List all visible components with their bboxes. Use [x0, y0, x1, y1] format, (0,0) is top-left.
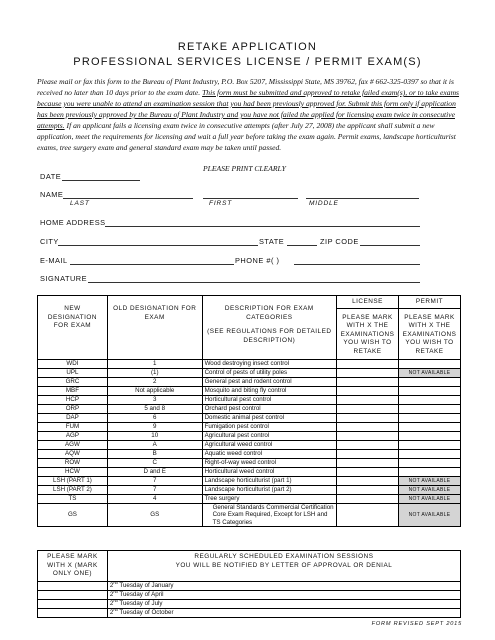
license-checkbox-cell[interactable] [337, 440, 399, 449]
license-checkbox-cell[interactable] [337, 413, 399, 422]
exam-row [38, 395, 461, 404]
print-clearly-note: PLEASE PRINT CLEARLY [203, 164, 286, 173]
session-mark-cell[interactable] [38, 581, 108, 590]
state-line[interactable] [287, 245, 317, 246]
exam-row [38, 449, 461, 458]
signature-line[interactable] [88, 282, 420, 283]
permit-checkbox-cell[interactable] [398, 440, 460, 449]
exam-new-designation: DAP [38, 413, 108, 422]
session-ordinal-suffix: nd [113, 588, 118, 594]
zip-line[interactable] [360, 245, 420, 246]
exam-description: Horticultural weed control [202, 467, 336, 476]
exam-row [38, 359, 461, 368]
permit-checkbox-cell[interactable] [398, 467, 460, 476]
sessions-mark-header: PLEASE MARK WITH X (MARK ONLY ONE) [38, 551, 108, 582]
exam-old-designation: 3 [107, 395, 202, 404]
exam-row [38, 377, 461, 386]
session-text: Tuesday of October [117, 608, 174, 616]
license-checkbox-cell[interactable] [337, 422, 399, 431]
exam-new-designation: TS [38, 494, 108, 503]
instructions-consecutive: If an applicant fails a licensing exam twice in consecutive attempts (after July 27, 2008) the applicant shall submit a new application, meet the requirements for licensing and wait a full year before taking the exam again. Permit exams, landscape horticulturist exams, tree surgery exam and general standard exam may be taken until passed. [37, 121, 456, 152]
exam-new-designation: LSH (PART 2) [38, 485, 108, 494]
city-label: CITY [40, 237, 59, 246]
form-revision: FORM REVISED SEPT 2015 [371, 621, 462, 627]
session-row [38, 608, 461, 617]
license-checkbox-cell[interactable] [337, 494, 399, 503]
exam-old-designation: B [107, 449, 202, 458]
exam-new-designation: FUM [38, 422, 108, 431]
sessions-title-line2: YOU WILL BE NOTIFIED BY LETTER OF APPROVAL OR DENIAL [175, 561, 393, 569]
exam-old-designation: 2 [107, 377, 202, 386]
license-checkbox-cell[interactable] [337, 458, 399, 467]
middle-name-line[interactable] [306, 198, 419, 199]
header-description [202, 296, 336, 360]
zip-label: ZIP CODE [320, 237, 359, 246]
permit-not-available: NOT AVAILABLE [398, 494, 460, 503]
session-ordinal: 2 [109, 581, 114, 589]
sessions-header [38, 551, 461, 582]
session-mark-cell[interactable] [38, 608, 108, 617]
exam-old-designation: 5 and 8 [107, 404, 202, 413]
session-date [107, 599, 460, 608]
header-license-title: LICENSE [352, 298, 383, 305]
exam-description: Horticultural pest control [202, 395, 336, 404]
exam-new-designation: ROW [38, 458, 108, 467]
exam-new-designation: GS [38, 503, 108, 527]
exam-old-designation: 4 [107, 494, 202, 503]
license-checkbox-cell[interactable] [337, 467, 399, 476]
exam-new-designation: AQW [38, 449, 108, 458]
session-text: Tuesday of July [117, 599, 163, 607]
sessions-title-line1: REGULARLY SCHEDULED EXAMINATION SESSIONS [194, 553, 374, 560]
permit-checkbox-cell[interactable] [398, 458, 460, 467]
permit-checkbox-cell[interactable] [398, 431, 460, 440]
session-mark-cell[interactable] [38, 599, 108, 608]
permit-checkbox-cell[interactable] [398, 377, 460, 386]
exam-old-designation: 7 [107, 485, 202, 494]
sessions-title [107, 551, 460, 582]
email-label: E-MAIL [40, 256, 68, 265]
date-label: DATE [40, 172, 62, 181]
instructions-paragraph [37, 76, 462, 153]
exam-old-designation: Not applicable [107, 386, 202, 395]
permit-checkbox-cell[interactable] [398, 413, 460, 422]
exam-old-designation: 7 [107, 476, 202, 485]
session-ordinal: 2 [109, 608, 114, 616]
license-checkbox-cell[interactable] [337, 404, 399, 413]
city-line[interactable] [58, 245, 258, 246]
exam-new-designation: HCW [38, 467, 108, 476]
signature-label: SIGNATURE [40, 274, 88, 283]
permit-checkbox-cell[interactable] [398, 386, 460, 395]
session-text: Tuesday of April [117, 590, 164, 598]
exam-new-designation: AGW [38, 440, 108, 449]
home-address-label: HOME ADDRESS [40, 218, 106, 227]
header-old-designation: OLD DESIGNATION FOR EXAM [107, 296, 202, 360]
exam-description: General pest and rodent control [202, 377, 336, 386]
exam-row [38, 476, 461, 485]
permit-not-available: NOT AVAILABLE [398, 503, 460, 527]
session-ordinal-suffix: nd [113, 597, 118, 603]
permit-not-available: NOT AVAILABLE [398, 476, 460, 485]
permit-checkbox-cell[interactable] [398, 395, 460, 404]
license-checkbox-cell[interactable] [337, 386, 399, 395]
session-date [107, 590, 460, 599]
header-license-instruction: PLEASE MARK WITH X THE EXAMINATIONS YOU WISH TO RETAKE [337, 308, 398, 357]
exam-description: Wood destroying insect control [202, 359, 336, 368]
exam-old-designation: C [107, 458, 202, 467]
exam-new-designation: HCP [38, 395, 108, 404]
permit-checkbox-cell[interactable] [398, 404, 460, 413]
session-row [38, 599, 461, 608]
instructions-underlined: This form must be submitted and approved to retake failed exam(s), or to take exams because you were unable to attend an examination session that you had been previously approved for. Submit this form only if application has been previously approved by the Bureau of Plant Industry and you have not failed the applied for licensing exam twice in consecutive attempts. [37, 88, 460, 130]
exam-new-designation: ORP [38, 404, 108, 413]
exam-row [38, 458, 461, 467]
exam-row [38, 368, 461, 377]
license-checkbox-cell[interactable] [337, 395, 399, 404]
exam-old-designation: D and E [107, 467, 202, 476]
exam-row [38, 431, 461, 440]
exam-description: Right-of-way weed control [202, 458, 336, 467]
license-checkbox-cell[interactable] [337, 359, 399, 368]
first-name-line[interactable] [203, 198, 298, 199]
license-checkbox-cell[interactable] [337, 368, 399, 377]
date-line[interactable] [62, 180, 140, 181]
exam-old-designation: (1) [107, 368, 202, 377]
session-row [38, 581, 461, 590]
exam-description: Orchard pest control [202, 404, 336, 413]
exam-old-designation: 10 [107, 431, 202, 440]
exam-old-designation: 9 [107, 422, 202, 431]
exam-new-designation: LSH (PART 1) [38, 476, 108, 485]
exam-row [38, 485, 461, 494]
license-checkbox-cell[interactable] [337, 503, 399, 527]
permit-not-available: NOT AVAILABLE [398, 485, 460, 494]
header-permit-title: PERMIT [415, 298, 444, 305]
header-description-note: (SEE REGULATIONS FOR DETAILED DESCRIPTION) [207, 328, 332, 344]
permit-checkbox-cell[interactable] [398, 422, 460, 431]
permit-not-available: NOT AVAILABLE [398, 368, 460, 377]
phone-line[interactable] [294, 264, 420, 265]
exam-row [38, 413, 461, 422]
session-ordinal: 2 [109, 599, 114, 607]
last-name-line[interactable] [63, 198, 193, 199]
license-checkbox-cell[interactable] [337, 431, 399, 440]
session-text: Tuesday of January [117, 581, 174, 589]
exam-description: General Standards Commercial Certification Core Exam Required, Except for LSH and TS Categories [202, 503, 336, 527]
exam-row [38, 503, 461, 527]
middle-caption: MIDDLE [309, 200, 339, 207]
exam-old-designation: GS [107, 503, 202, 527]
exam-new-designation: MBF [38, 386, 108, 395]
phone-label: PHONE #( ) [235, 256, 280, 265]
exam-new-designation: GRC [38, 377, 108, 386]
last-caption: LAST [70, 200, 90, 207]
exam-description: Agricultural weed control [202, 440, 336, 449]
header-license [337, 296, 399, 360]
exam-table [37, 295, 461, 527]
sessions-table [37, 550, 461, 618]
session-ordinal-suffix: nd [113, 606, 118, 612]
license-checkbox-cell[interactable] [337, 485, 399, 494]
session-row [38, 590, 461, 599]
header-new-designation: NEW DESIGNATION FOR EXAM [38, 296, 108, 360]
exam-row [38, 440, 461, 449]
header-permit-instruction: PLEASE MARK WITH X THE EXAMINATIONS YOU WISH TO RETAKE [399, 308, 460, 357]
exam-description: Domestic animal pest control [202, 413, 336, 422]
session-date [107, 581, 460, 590]
exam-row [38, 386, 461, 395]
header-description-title: DESCRIPTION FOR EXAM CATEGORIES [224, 305, 314, 321]
home-address-line[interactable] [105, 226, 420, 227]
permit-checkbox-cell[interactable] [398, 359, 460, 368]
exam-row [38, 494, 461, 503]
session-date [107, 608, 460, 617]
exam-description: Tree surgery [202, 494, 336, 503]
exam-row [38, 404, 461, 413]
exam-row [38, 467, 461, 476]
exam-description: Landscape horticulturist (part 2) [202, 485, 336, 494]
email-line[interactable] [70, 264, 234, 265]
exam-description: Mosquito and biting fly control [202, 386, 336, 395]
form-subtitle: PROFESSIONAL SERVICES LICENSE / PERMIT EXAM(S) [73, 56, 422, 68]
name-label: NAME [40, 190, 64, 199]
exam-old-designation: A [107, 440, 202, 449]
exam-old-designation: 1 [107, 359, 202, 368]
license-checkbox-cell[interactable] [337, 476, 399, 485]
exam-description: Aquatic weed control [202, 449, 336, 458]
session-ordinal: 2 [109, 590, 114, 598]
permit-checkbox-cell[interactable] [398, 449, 460, 458]
license-checkbox-cell[interactable] [337, 377, 399, 386]
exam-new-designation: WDI [38, 359, 108, 368]
header-permit [398, 296, 460, 360]
exam-description: Landscape horticulturist (part 1) [202, 476, 336, 485]
exam-new-designation: AGP [38, 431, 108, 440]
exam-description: Control of pests of utility poles [202, 368, 336, 377]
state-label: STATE [259, 237, 285, 246]
session-ordinal-suffix: nd [113, 579, 118, 585]
form-title: RETAKE APPLICATION [177, 41, 318, 53]
exam-description: Agricultural pest control [202, 431, 336, 440]
exam-description: Fumigation pest control [202, 422, 336, 431]
exam-old-designation: 6 [107, 413, 202, 422]
first-caption: FIRST [209, 200, 233, 207]
exam-row [38, 422, 461, 431]
session-mark-cell[interactable] [38, 590, 108, 599]
license-checkbox-cell[interactable] [337, 449, 399, 458]
exam-table-header [38, 296, 461, 360]
exam-new-designation: UPL [38, 368, 108, 377]
instructions-mail: Please mail or fax this form to the Bureau of Plant Industry, P.O. Box 5207, Mississippi State, MS 39762, fax # 662-325-0397 so that it is received no later than 10 days prior to the exam date. [37, 77, 455, 97]
